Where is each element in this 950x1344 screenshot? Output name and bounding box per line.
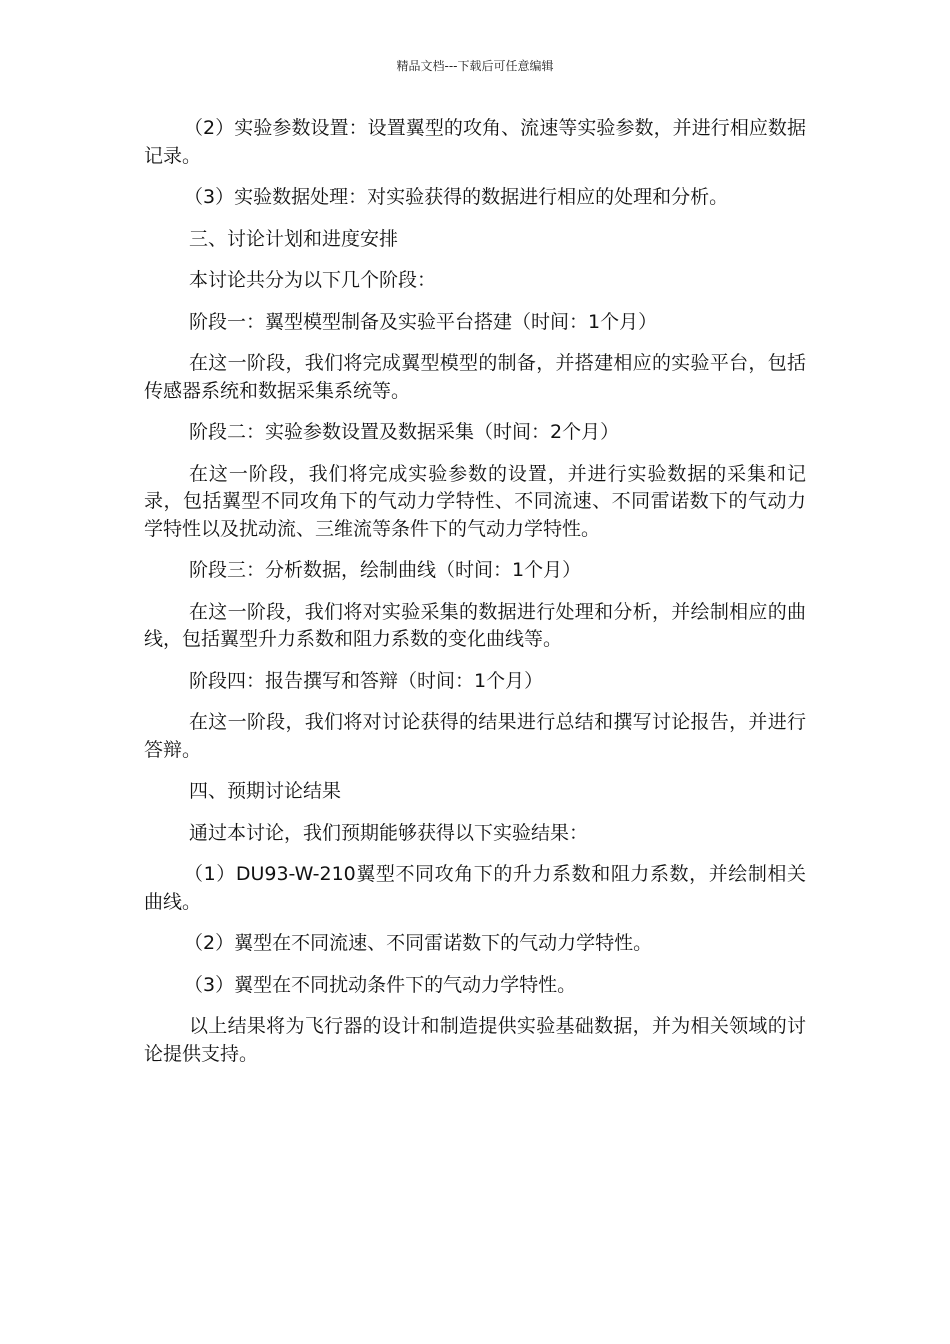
- page-header: 精品文档---下载后可任意编辑: [396, 59, 554, 73]
- document-body: [144, 115, 806, 1082]
- stage-two-heading: 阶段二：实验参数设置及数据采集（时间：2个月）: [189, 421, 620, 443]
- paragraph-data-processing: （3）实验数据处理：对实验获得的数据进行相应的处理和分析。: [184, 186, 729, 208]
- paragraph-results-intro: 通过本讨论，我们预期能够获得以下实验结果：: [189, 821, 589, 844]
- paragraph-conclusion: 以上结果将为飞行器的设计和制造提供实验基础数据，并为相关领域的讨论提供支持。: [144, 1015, 806, 1065]
- paragraph-stages-intro: 本讨论共分为以下几个阶段：: [189, 269, 437, 291]
- stage-one-body: 在这一阶段，我们将完成翼型模型的制备，并搭建相应的实验平台，包括传感器系统和数据采集系统等。: [144, 352, 806, 402]
- section-heading-schedule: 三、讨论计划和进度安排: [189, 227, 399, 250]
- section-heading-expected-results: 四、预期讨论结果: [189, 780, 342, 802]
- stage-four-heading: 阶段四：报告撰写和答辩（时间：1个月）: [189, 669, 544, 692]
- stage-four-body: 在这一阶段，我们将对讨论获得的结果进行总结和撰写讨论报告，并进行答辩。: [144, 711, 806, 761]
- stage-three-heading: 阶段三：分析数据，绘制曲线（时间：1个月）: [189, 559, 582, 581]
- stage-three-body: 在这一阶段，我们将对实验采集的数据进行处理和分析，并绘制相应的曲线，包括翼型升力系数和阻力系数的变化曲线等。: [144, 600, 806, 650]
- result-item-1: （1）DU93-W-210翼型不同攻角下的升力系数和阻力系数，并绘制相关曲线。: [144, 863, 806, 913]
- paragraph-param-setup: （2）实验参数设置：设置翼型的攻角、流速等实验参数，并进行相应数据记录。: [144, 117, 806, 167]
- stage-two-body: 在这一阶段，我们将完成实验参数的设置，并进行实验数据的采集和记录，包括翼型不同攻角下的气动力学特性、不同流速、不同雷诺数下的气动力学特性以及扰动流、三维流等条件下的气动力学特性。: [144, 462, 806, 540]
- result-item-3: （3）翼型在不同扰动条件下的气动力学特性。: [184, 973, 577, 996]
- result-item-2: （2）翼型在不同流速、不同雷诺数下的气动力学特性。: [184, 932, 653, 954]
- stage-one-heading: 阶段一：翼型模型制备及实验平台搭建（时间：1个月）: [189, 310, 658, 333]
